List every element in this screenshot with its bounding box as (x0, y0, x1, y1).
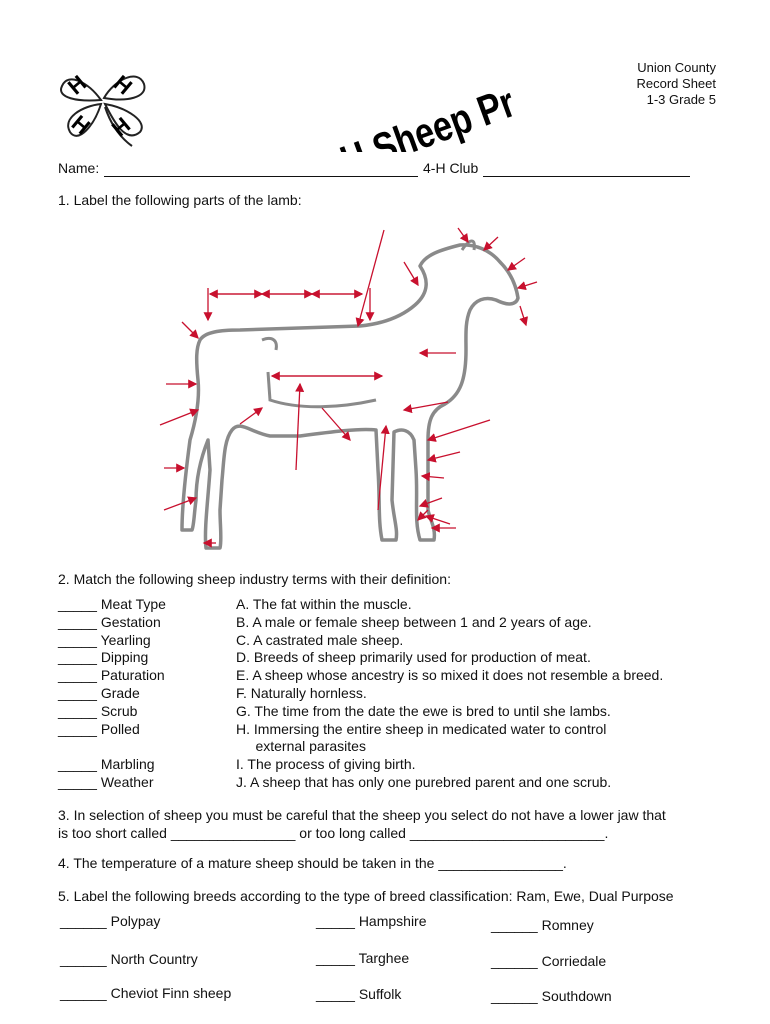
name-field[interactable] (104, 176, 418, 177)
logo-letter: H (66, 110, 96, 140)
term-spacer (58, 738, 166, 756)
breed-north-country[interactable]: ______ North Country (60, 951, 198, 967)
definition-item: I. The process of giving birth. (236, 756, 416, 773)
breed-cheviot-finn[interactable]: ______ Cheviot Finn sheep (60, 985, 232, 1001)
term-item[interactable]: _____ Polled (58, 720, 140, 737)
question-4[interactable]: 4. The temperature of a mature sheep should be taken in the ________________. (58, 855, 567, 871)
term-item[interactable]: _____ Grade (58, 684, 140, 701)
club-label: 4-H Club (423, 160, 479, 176)
definition-item: G. The time from the date the ewe is bred to until she lambs. (236, 702, 611, 719)
term-item[interactable]: _____ Marbling (58, 756, 155, 773)
header-info (598, 60, 716, 108)
definition-item: C. A castrated male sheep. (236, 631, 404, 648)
logo-letter: H (108, 70, 138, 100)
term-item[interactable]: _____ Paturation (58, 667, 165, 684)
term-item[interactable]: _____ Meat Type (58, 596, 166, 612)
terms-list (58, 596, 166, 792)
definition-item: B. A male or female sheep between 1 and 2 years of age. (236, 613, 592, 630)
question-3 (58, 806, 738, 842)
definition-item: H. Immersing the entire sheep in medicated water to control (236, 720, 607, 737)
definition-item: D. Breeds of sheep primarily used for production of meat. (236, 649, 591, 666)
term-item[interactable]: _____ Dipping (58, 649, 149, 666)
grade-label: 1-3 Grade 5 (646, 92, 716, 107)
breed-targhee[interactable]: _____ Targhee (316, 950, 410, 966)
breed-southdown[interactable]: ______ Southdown (491, 988, 612, 1004)
question-2: 2. Match the following sheep industry terms with their definition: (58, 571, 451, 587)
term-item[interactable]: _____ Scrub (58, 702, 138, 719)
title-text: Sheep Project (366, 51, 512, 152)
question-5: 5. Label the following breeds according to the type of breed classification: Ram, Ewe, Dual Purpose (58, 888, 674, 904)
term-item[interactable]: _____ Yearling (58, 631, 151, 648)
4h-clover-logo (48, 52, 158, 157)
breed-romney[interactable]: ______ Romney (491, 917, 594, 933)
breed-polypay[interactable]: ______ Polypay (60, 913, 161, 929)
club-field[interactable] (483, 176, 690, 177)
definition-item: A. The fat within the muscle. (236, 596, 412, 612)
term-item[interactable]: _____ Gestation (58, 613, 161, 630)
logo-letter: H (62, 70, 92, 100)
county-label: Union County (637, 60, 716, 75)
question-3-line-2[interactable]: is too short called ________________ or too long called _________________________. (58, 825, 609, 841)
name-label: Name: (58, 160, 100, 176)
project-title (292, 42, 512, 157)
lamb-diagram (150, 215, 550, 560)
definitions-list (236, 596, 663, 792)
breed-corriedale[interactable]: ______ Corriedale (491, 953, 607, 969)
term-item[interactable]: _____ Weather (58, 773, 154, 790)
breed-hampshire[interactable]: _____ Hampshire (316, 913, 427, 929)
logo-letter: H (106, 112, 136, 142)
lamb-outline (182, 245, 518, 548)
definition-item: J. A sheep that has only one purebred parent and one scrub. (236, 773, 612, 790)
definition-item: F. Naturally hornless. (236, 684, 367, 701)
question-1: 1. Label the following parts of the lamb: (58, 192, 302, 208)
question-3-line-1: 3. In selection of sheep you must be careful that the sheep you select do not have a lower jaw that (58, 807, 666, 823)
breed-suffolk[interactable]: _____ Suffolk (316, 986, 402, 1002)
definition-item: external parasites (236, 738, 366, 755)
record-sheet-label: Record Sheet (636, 76, 716, 91)
definition-item: E. A sheep whose ancestry is so mixed it does not resemble a breed. (236, 667, 664, 684)
